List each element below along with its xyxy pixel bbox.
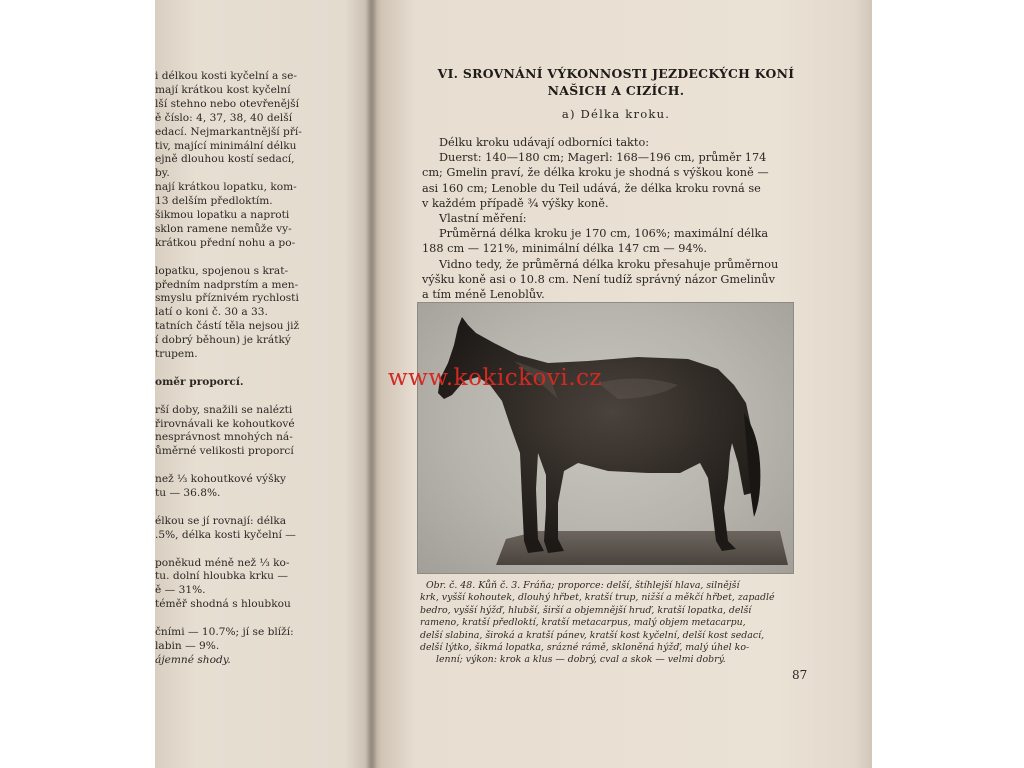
left-page-line: nají krátkou lopatku, kom- (155, 181, 297, 194)
left-page-line: téměř shodná s hloubkou (155, 598, 291, 611)
left-page-line: tu — 36.8%. (155, 487, 221, 499)
left-page-line: smyslu příznivém rychlosti (155, 292, 299, 305)
left-page-line: poněkud méně než ⅓ ko- (155, 556, 290, 569)
caption-line: delší slabina, široká a kratší pánev, kratší kost kyčelní, delší kost sedací, (420, 629, 765, 641)
left-page-line: edací. Nejmarkantnější pří- (155, 125, 302, 138)
body-line: v každém případě ¾ výšky koně. (422, 196, 609, 210)
left-page-line: lopatku, spojenou s krat- (155, 264, 289, 277)
left-page-line: í dobrý běhoun) je krátký (155, 334, 291, 347)
left-page-line: krátkou přední nohu a po- (155, 236, 296, 249)
left-page-line: ejně dlouhou kostí sedací, (155, 153, 295, 166)
left-page-line: oměr proporcí. (155, 375, 244, 388)
body-line: Vlastní měření: (439, 212, 527, 225)
left-page-line: ájemné shody. (155, 653, 231, 666)
left-page-line: tiv, mající minimální délku (155, 139, 297, 152)
left-page (155, 0, 360, 768)
left-page-line: předním nadprstím a men- (155, 278, 299, 291)
body-line: výšku koně asi o 10.8 cm. Není tudíž správný názor Gmelinův (422, 272, 775, 286)
left-page-line: rší doby, snažili se nalézti (155, 403, 293, 416)
caption-line: bedro, vyšší hýžď, hlubší, širší a objemnější hruď, kratší lopatka, delší (420, 604, 752, 616)
body-line: Vidno tedy, že průměrná délka kroku přesahuje průměrnou (439, 257, 779, 271)
left-page-line: labin — 9%. (155, 639, 220, 652)
left-page-line: lší stehno nebo otevřenější (155, 97, 299, 110)
left-page-line: ě — 31%. (155, 584, 206, 597)
left-page-line: ě číslo: 4, 37, 38, 40 delší (155, 111, 293, 124)
caption-line: lenní; výkon: krok a klus — dobrý, cval a skok — velmi dobrý. (436, 654, 726, 666)
left-page-line: ůměrné velikosti proporcí (155, 445, 294, 458)
left-page-line: řirovnávali ke kohoutkové (155, 417, 295, 430)
left-page-line: nesprávnost mnohých ná- (155, 431, 293, 444)
body-line: asi 160 cm; Lenoble du Teil udává, že délka kroku rovná se (422, 181, 761, 195)
chapter-title-line2: NAŠICH A CIZÍCH. (547, 83, 685, 98)
left-page-line: mají krátkou kost kyčelní (155, 83, 291, 96)
left-page-line: tatních částí těla nejsou již (155, 320, 300, 333)
book-spine (365, 0, 377, 768)
horse-photo-icon (418, 303, 793, 573)
left-page-line: tu. dolní hloubka krku — (155, 570, 288, 583)
left-page-line: latí o koni č. 30 a 33. (155, 306, 268, 319)
left-page-line: .5%, délka kosti kyčelní — (155, 528, 296, 541)
section-title: a) Délka kroku. (561, 107, 671, 121)
body-line: Délku kroku udávají odborníci takto: (439, 136, 650, 149)
left-page-line: trupem. (155, 348, 198, 360)
caption-line: rameno, kratší předloktí, kratší metacarpus, malý objem metacarpu, (420, 617, 746, 629)
horse-photo (417, 302, 794, 574)
body-line: 188 cm — 121%, minimální délka 147 cm — 94%. (422, 242, 707, 256)
left-page-line: élkou se jí rovnají: délka (155, 514, 287, 527)
caption-line: delší lýtko, šikmá lopatka, srázné rámě, skloněná hýžď, malý úhel ko- (420, 642, 750, 653)
body-line: Duerst: 140—180 cm; Magerl: 168—196 cm, průměr 174 (439, 151, 767, 165)
left-page-line: šikmou lopatku a naproti (155, 209, 290, 221)
body-line: Průměrná délka kroku je 170 cm, 106%; maximální délka (439, 227, 769, 241)
watermark: www.kokickovi.cz (388, 365, 603, 391)
caption-line: krk, vyšší kohoutek, dlouhý hřbet, kratší trup, nižší a měkčí hřbet, zapadlé (420, 592, 775, 604)
page-number: 87 (792, 668, 808, 682)
left-page-line: i délkou kosti kyčelní a se- (155, 70, 297, 82)
left-page-line: by. (155, 167, 170, 180)
left-page-line: 13 delším předloktím. (155, 195, 273, 208)
chapter-title-line1: VI. SROVNÁNÍ VÝKONNOSTI JEZDECKÝCH KONÍ (437, 66, 795, 81)
left-page-line: než ⅓ kohoutkové výšky (155, 473, 286, 486)
body-line: cm; Gmelin praví, že délka kroku je shodná s výškou koně — (422, 166, 769, 180)
caption-line: Obr. č. 48. Kůň č. 3. Fráňa; proporce: delší, štíhlejší hlava, silnější (426, 580, 740, 591)
left-page-line: čními — 10.7%; jí se blíží: (155, 626, 294, 638)
left-page-line: sklon ramene nemůže vy- (155, 222, 292, 235)
body-line: a tím méně Lenoblův. (422, 288, 545, 301)
